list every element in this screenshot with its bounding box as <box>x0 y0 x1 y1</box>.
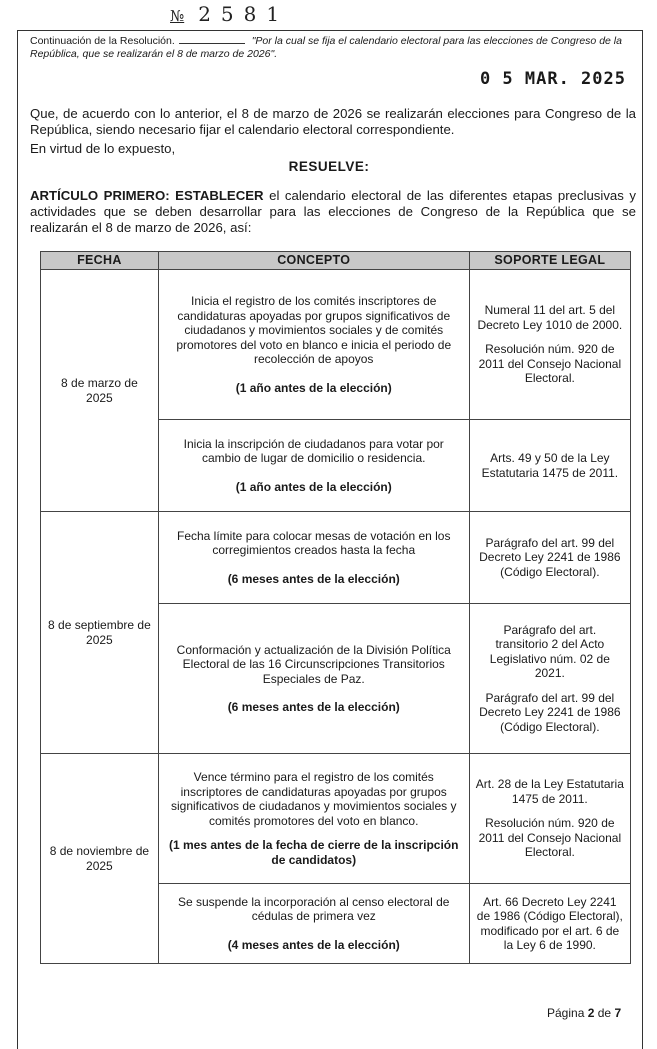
concepto-cell <box>158 420 469 512</box>
header-soporte-legal: SOPORTE LEGAL <box>469 252 630 270</box>
concepto-text: Se suspende la incorporación al censo electoral de cédulas de primera vez <box>177 894 450 924</box>
soporte-cell <box>469 604 630 754</box>
plazo-text: (6 meses antes de la elección) <box>227 571 400 586</box>
articulo-label: ARTÍCULO PRIMERO: ESTABLECER <box>30 188 264 203</box>
resolution-number-stamp <box>170 2 289 26</box>
concepto-cell <box>158 604 469 754</box>
articulo-primero-paragraph <box>30 188 636 236</box>
concepto-text: Fecha límite para colocar mesas de votación en los corregimientos creados hasta la fecha <box>177 528 451 558</box>
number-label: № <box>170 7 185 25</box>
soporte-text: Parágrafo del art. transitorio 2 del Acto Legislativo núm. 02 de 2021. <box>489 622 610 681</box>
plazo-text: (4 meses antes de la elección) <box>227 937 400 952</box>
soporte-cell <box>469 884 630 964</box>
concepto-cell <box>158 754 469 884</box>
articulo-text: el calendario electoral de las diferentes etapas preclusivas y actividades que se deben desarrollar para las elecciones de Congreso de la República que se realizarán el 8 de marzo de 2026, así: <box>30 188 636 235</box>
document-page <box>17 30 643 1049</box>
table-row <box>41 270 631 420</box>
plazo-text: (6 meses antes de la elección) <box>227 700 400 714</box>
soporte-cell <box>469 754 630 884</box>
continuation-header <box>30 35 635 60</box>
soporte-text: Arts. 49 y 50 de la Ley Estatutaria 1475 de 2011. <box>481 451 619 480</box>
page-number: 2 <box>587 1006 595 1020</box>
soporte-text: Resolución núm. 920 de 2011 del Consejo Nacional Electoral. <box>478 342 622 386</box>
soporte-text: Resolución núm. 920 de 2011 del Consejo Nacional Electoral. <box>478 816 622 860</box>
fecha-cell: 8 de noviembre de 2025 <box>41 754 159 964</box>
plazo-text: (1 año antes de la elección) <box>235 380 392 395</box>
continuation-label: Continuación de la Resolución. <box>30 35 175 47</box>
en-virtud-paragraph: En virtud de lo expuesto, <box>30 141 176 156</box>
plazo-text: (1 año antes de la elección) <box>235 479 392 494</box>
soporte-cell <box>469 420 630 512</box>
soporte-text: Parágrafo del art. 99 del Decreto Ley 2241 de 1986 (Código Electoral). <box>479 535 621 579</box>
page-of-label: de <box>597 1006 612 1020</box>
concepto-text: Vence término para el registro de los comités inscriptores de candidaturas apoyadas por grupos significativos de ciudadanos y movimientos sociales y comités promotores del voto en blanco. <box>171 770 457 828</box>
concepto-cell <box>158 270 469 420</box>
header-fecha: FECHA <box>41 252 159 270</box>
page-footer <box>547 1006 621 1020</box>
soporte-text: Numeral 11 del art. 5 del Decreto Ley 1010 de 2000. <box>477 303 623 332</box>
considerando-paragraph: Que, de acuerdo con lo anterior, el 8 de marzo de 2026 se realizarán elecciones para Congreso de la República, siendo necesario fijar el calendario electoral correspondiente. <box>30 106 636 137</box>
soporte-text: Art. 28 de la Ley Estatutaria 1475 de 2011. <box>475 777 624 806</box>
resolution-number: 2581 <box>198 2 290 26</box>
header-concepto: CONCEPTO <box>158 252 469 270</box>
plazo-text: (1 mes antes de la fecha de cierre de la inscripción de candidatos) <box>169 838 459 867</box>
concepto-cell <box>158 512 469 604</box>
fecha-cell: 8 de marzo de 2025 <box>41 270 159 512</box>
resolution-blank-line <box>179 43 245 44</box>
resuelve-heading: RESUELVE: <box>288 159 370 174</box>
table-header-row <box>41 252 631 270</box>
table-row <box>41 512 631 604</box>
electoral-calendar-table <box>40 251 631 964</box>
date-stamp: 0 5 MAR. 2025 <box>479 69 626 89</box>
table-row <box>41 754 631 884</box>
concepto-text: Conformación y actualización de la División Política Electoral de las 16 Circunscripciones Transitorios Especiales de Paz. <box>176 642 451 686</box>
soporte-text: Art. 66 Decreto Ley 2241 de 1986 (Código Electoral), modificado por el art. 6 de la Ley 6 de 1990. <box>476 894 623 952</box>
concepto-text: Inicia la inscripción de ciudadanos para votar por cambio de lugar de domicilio o residencia. <box>183 436 444 466</box>
soporte-cell <box>469 270 630 420</box>
soporte-cell <box>469 512 630 604</box>
page-total: 7 <box>614 1006 622 1020</box>
concepto-text: Inicia el registro de los comités inscriptores de candidaturas apoyadas por grupos significativos de ciudadanos y movimientos sociales y de comités promotores del voto en blanco e inicia el periodo de recolección de apoyos <box>176 294 452 366</box>
concepto-cell <box>158 884 469 964</box>
resolution-title: "Por la cual se fija el calendario electoral para las elecciones de Congreso de la República, que se realizarán el 8 de marzo de 2026". <box>30 35 622 60</box>
soporte-text: Parágrafo del art. 99 del Decreto Ley 2241 de 1986 (Código Electoral). <box>479 690 621 734</box>
fecha-cell: 8 de septiembre de 2025 <box>41 512 159 754</box>
page-label: Página <box>547 1006 585 1020</box>
